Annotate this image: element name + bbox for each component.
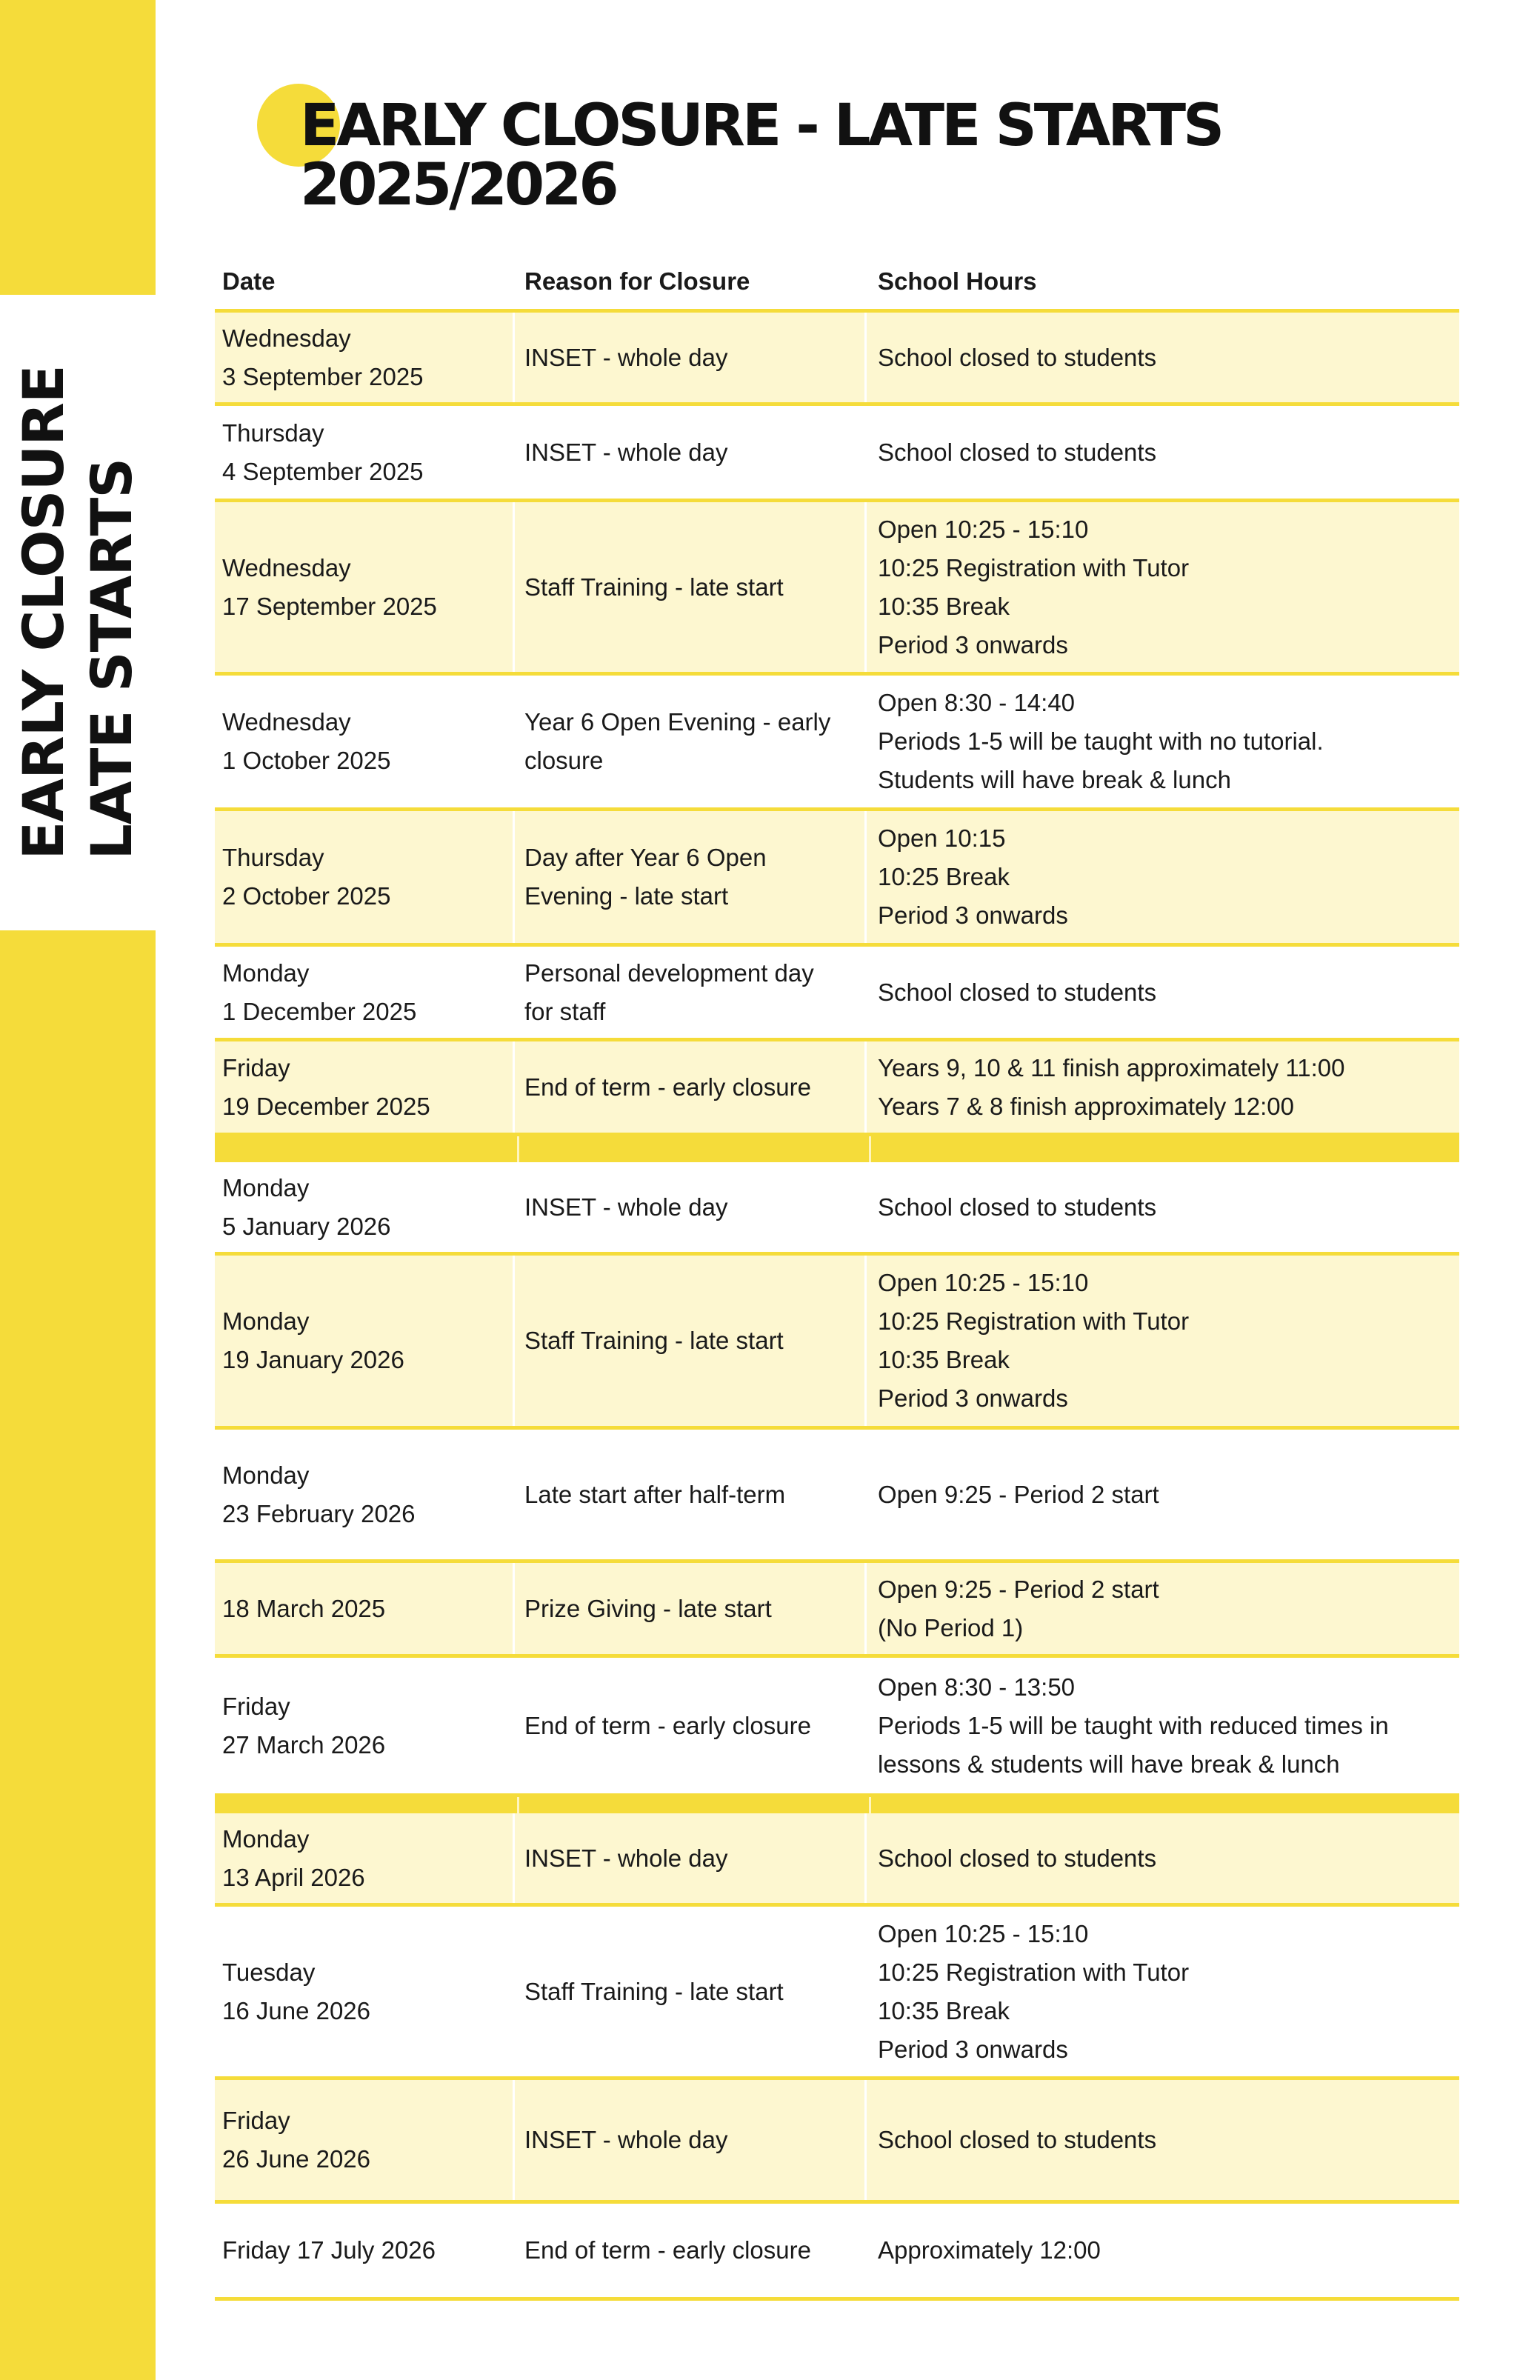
school-hours-cell-line: School closed to students <box>878 1844 1157 1872</box>
column-header-date: Date <box>222 267 276 295</box>
reason-cell <box>517 1041 867 1133</box>
school-hours-cell-line: Open 10:15 <box>878 824 1006 852</box>
school-hours-cell <box>869 1256 1459 1426</box>
column-header-reason: Reason for Closure <box>524 267 750 295</box>
reason-cell-line: Staff Training - late start <box>524 1327 784 1354</box>
date-cell-line: Friday 17 July 2026 <box>222 2236 436 2264</box>
school-hours-cell <box>869 1907 1459 2076</box>
table-row <box>215 1162 1459 1256</box>
school-hours-cell-line: (No Period 1) <box>878 1613 1024 1641</box>
reason-cell <box>517 1907 867 2076</box>
date-cell-line: 5 January 2026 <box>222 1212 391 1240</box>
page-title-line2: 2025/2026 <box>300 152 616 219</box>
table-row <box>215 2080 1459 2204</box>
school-hours-cell-line: School closed to students <box>878 438 1157 466</box>
date-cell-line: Wednesday <box>222 324 351 352</box>
table-row <box>215 2204 1459 2301</box>
date-cell-line: Monday <box>222 1461 310 1489</box>
date-cell-line: 19 January 2026 <box>222 1346 404 1373</box>
date-cell-line: 23 February 2026 <box>222 1499 416 1527</box>
school-hours-cell <box>869 1658 1459 1793</box>
reason-cell <box>517 2204 867 2297</box>
sidebar-band-top <box>0 0 156 295</box>
separator-gap <box>869 1797 871 1813</box>
date-cell-line: Friday <box>222 1053 290 1081</box>
date-cell-line: 1 December 2025 <box>222 997 417 1025</box>
date-cell <box>215 1813 515 1903</box>
date-cell <box>215 1658 515 1793</box>
table-row <box>215 1813 1459 1907</box>
sidebar-title <box>0 295 156 930</box>
date-cell-line: 3 September 2025 <box>222 362 424 390</box>
date-cell <box>215 502 515 672</box>
reason-cell <box>517 947 867 1038</box>
school-hours-cell-line: Period 3 onwards <box>878 901 1068 929</box>
date-cell-line: Wednesday <box>222 553 351 581</box>
school-hours-cell-line: Period 3 onwards <box>878 630 1068 659</box>
school-hours-cell <box>869 676 1459 807</box>
table-row <box>215 811 1459 947</box>
date-cell-line: Friday <box>222 2107 290 2134</box>
school-hours-cell-line: 10:35 Break <box>878 1346 1010 1373</box>
school-hours-cell <box>869 2080 1459 2200</box>
school-hours-cell <box>869 811 1459 943</box>
reason-cell <box>517 1563 867 1654</box>
date-cell <box>215 1907 515 2076</box>
reason-cell-line: INSET - whole day <box>524 2126 728 2153</box>
reason-cell <box>517 676 867 807</box>
school-hours-cell-line: 10:25 Break <box>878 863 1010 890</box>
date-cell-line: 17 September 2025 <box>222 592 437 620</box>
school-hours-cell-line: Open 10:25 - 15:10 <box>878 1919 1089 1947</box>
date-cell-line: 18 March 2025 <box>222 1594 386 1622</box>
reason-cell-line: Late start after half-term <box>524 1480 786 1508</box>
reason-cell-line: Personal development day <box>524 959 814 987</box>
separator-gap <box>869 1136 871 1162</box>
column-header-school-hours: School Hours <box>878 267 1037 295</box>
reason-cell-line: Prize Giving - late start <box>524 1594 772 1622</box>
reason-cell <box>517 1813 867 1903</box>
table-header <box>215 262 1459 301</box>
school-hours-cell <box>869 1813 1459 1903</box>
school-hours-cell-line: 10:25 Registration with Tutor <box>878 1958 1190 1986</box>
school-hours-cell <box>869 1563 1459 1654</box>
school-hours-cell-line: School closed to students <box>878 2126 1157 2153</box>
school-hours-cell-line: 10:35 Break <box>878 592 1010 620</box>
school-hours-cell-line: Open 9:25 - Period 2 start <box>878 1480 1159 1508</box>
table-row <box>215 1041 1459 1136</box>
table-row <box>215 676 1459 811</box>
school-hours-cell-line: Periods 1-5 will be taught with reduced times in <box>878 1711 1389 1739</box>
date-cell-line: Monday <box>222 1307 310 1335</box>
date-cell-line: 16 June 2026 <box>222 1996 371 2024</box>
reason-cell <box>517 313 867 402</box>
term-separator <box>215 1797 1459 1813</box>
date-cell <box>215 676 515 807</box>
reason-cell-line: Evening - late start <box>524 882 729 910</box>
reason-cell-line: closure <box>524 747 604 774</box>
date-cell-line: 13 April 2026 <box>222 1863 365 1891</box>
date-cell-line: Tuesday <box>222 1958 316 1986</box>
date-cell <box>215 1041 515 1133</box>
date-cell-line: 2 October 2025 <box>222 882 391 910</box>
date-cell <box>215 2080 515 2200</box>
date-cell-line: 4 September 2025 <box>222 457 424 485</box>
page-title <box>300 93 1222 219</box>
reason-cell-line: Staff Training - late start <box>524 1977 784 2005</box>
separator-gap <box>517 1136 519 1162</box>
separator-gap <box>517 1797 519 1813</box>
school-hours-cell <box>869 1041 1459 1133</box>
school-hours-cell-line: 10:25 Registration with Tutor <box>878 553 1190 581</box>
date-cell-line: Monday <box>222 1824 310 1853</box>
reason-cell-line: End of term - early closure <box>524 2236 811 2264</box>
school-hours-cell-line: Years 9, 10 & 11 finish approximately 11:00 <box>878 1053 1345 1081</box>
table-row <box>215 1907 1459 2080</box>
reason-cell-line: Year 6 Open Evening - early <box>524 708 831 736</box>
school-hours-cell-line: 10:35 Break <box>878 1996 1010 2024</box>
reason-cell-line: INSET - whole day <box>524 438 728 466</box>
school-hours-cell-line: Periods 1-5 will be taught with no tutorial. <box>878 727 1324 755</box>
date-cell-line: Monday <box>222 959 310 987</box>
reason-cell-line: End of term - early closure <box>524 1711 811 1739</box>
table-row <box>215 309 1459 406</box>
table-row <box>215 947 1459 1041</box>
date-cell-line: Thursday <box>222 419 324 447</box>
date-cell-line: 27 March 2026 <box>222 1730 386 1759</box>
school-hours-cell-line: Open 10:25 - 15:10 <box>878 1269 1089 1296</box>
reason-cell-line: End of term - early closure <box>524 1073 811 1101</box>
school-hours-cell-line: Open 9:25 - Period 2 start <box>878 1575 1159 1603</box>
reason-cell <box>517 502 867 672</box>
reason-cell <box>517 1658 867 1793</box>
date-cell <box>215 811 515 943</box>
date-cell-line: Monday <box>222 1173 310 1201</box>
table-row <box>215 406 1459 502</box>
date-cell-line: 26 June 2026 <box>222 2145 371 2173</box>
reason-cell-line: INSET - whole day <box>524 1844 728 1872</box>
reason-cell-line: Day after Year 6 Open <box>524 844 767 871</box>
school-hours-cell <box>869 406 1459 499</box>
school-hours-cell-line: 10:25 Registration with Tutor <box>878 1307 1190 1335</box>
sidebar-title-line2: LATE STARTS <box>79 458 144 860</box>
sidebar-band-bottom <box>0 930 156 2380</box>
school-hours-cell-line: School closed to students <box>878 1193 1157 1221</box>
school-hours-cell <box>869 1162 1459 1252</box>
reason-cell <box>517 1256 867 1426</box>
school-hours-cell <box>869 947 1459 1038</box>
date-cell-line: Thursday <box>222 844 324 871</box>
reason-cell <box>517 811 867 943</box>
table-row <box>215 1563 1459 1658</box>
table-row <box>215 1256 1459 1430</box>
reason-cell-line: INSET - whole day <box>524 1193 728 1221</box>
school-hours-cell-line: Period 3 onwards <box>878 1384 1068 1412</box>
school-hours-cell <box>869 313 1459 402</box>
school-hours-cell-line: Open 10:25 - 15:10 <box>878 515 1089 543</box>
school-hours-cell-line: lessons & students will have break & lunch <box>878 1750 1340 1778</box>
date-cell <box>215 1162 515 1252</box>
date-cell <box>215 1563 515 1654</box>
school-hours-cell-line: Open 8:30 - 14:40 <box>878 689 1076 716</box>
school-hours-cell-line: Period 3 onwards <box>878 2035 1068 2063</box>
date-cell-line: 1 October 2025 <box>222 747 391 774</box>
date-cell <box>215 947 515 1038</box>
page-title-line1: EARLY CLOSURE - LATE STARTS <box>300 93 1222 159</box>
date-cell <box>215 313 515 402</box>
table-row <box>215 502 1459 676</box>
date-cell-line: 19 December 2025 <box>222 1092 430 1120</box>
reason-cell <box>517 2080 867 2200</box>
school-hours-cell-line: Open 8:30 - 13:50 <box>878 1673 1076 1701</box>
school-hours-cell-line: School closed to students <box>878 343 1157 371</box>
date-cell <box>215 2204 515 2297</box>
school-hours-cell <box>869 1430 1459 1559</box>
date-cell <box>215 406 515 499</box>
school-hours-cell-line: Years 7 & 8 finish approximately 12:00 <box>878 1092 1294 1120</box>
date-cell-line: Wednesday <box>222 708 351 736</box>
reason-cell <box>517 1162 867 1252</box>
reason-cell-line: Staff Training - late start <box>524 573 784 601</box>
table-row <box>215 1658 1459 1797</box>
school-hours-cell-line: School closed to students <box>878 978 1157 1006</box>
sidebar-title-line1: EARLY CLOSURE <box>10 365 76 860</box>
school-hours-cell <box>869 502 1459 672</box>
school-hours-cell-line: Students will have break & lunch <box>878 766 1231 793</box>
date-cell <box>215 1256 515 1426</box>
school-hours-cell <box>869 2204 1459 2297</box>
term-separator <box>215 1136 1459 1162</box>
reason-cell-line: INSET - whole day <box>524 343 728 371</box>
reason-cell <box>517 406 867 499</box>
reason-cell <box>517 1430 867 1559</box>
school-hours-cell-line: Approximately 12:00 <box>878 2236 1101 2264</box>
table-row <box>215 1430 1459 1563</box>
date-cell-line: Friday <box>222 1692 290 1720</box>
date-cell <box>215 1430 515 1559</box>
reason-cell-line: for staff <box>524 997 606 1025</box>
